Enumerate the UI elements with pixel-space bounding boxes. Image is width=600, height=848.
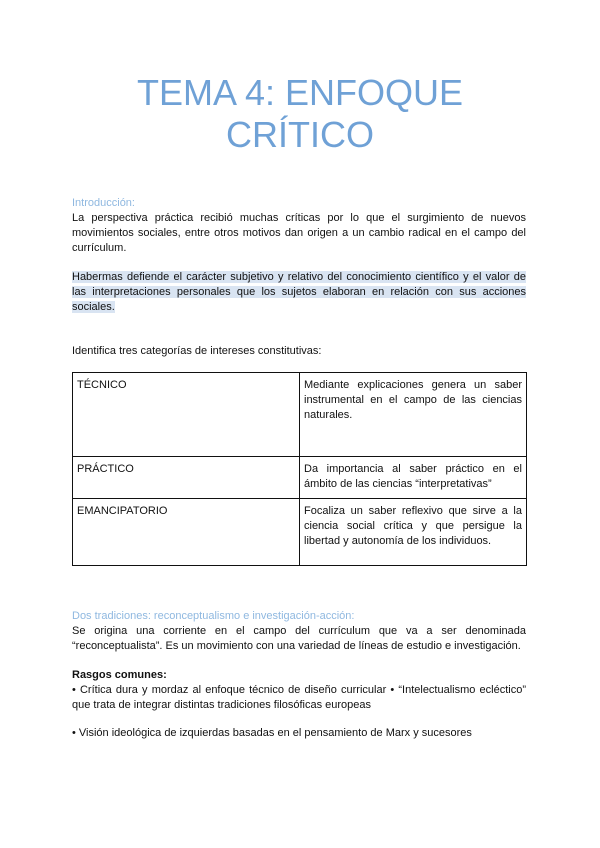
features-bullet-2: • Visión ideológica de izquierdas basadas en el pensamiento de Marx y sucesores bbox=[72, 727, 472, 739]
page-title bbox=[0, 72, 600, 156]
features-bullet-1: • Crítica dura y mordaz al enfoque técnico de diseño curricular • “Intelectualismo ecléctico” que trata de integrar distintas tradiciones filosóficas europeas bbox=[72, 684, 526, 711]
features-heading: Rasgos comunes: bbox=[72, 669, 167, 681]
features-section bbox=[72, 668, 526, 713]
description-cell: Focaliza un saber reflexivo que sirve a la ciencia social crítica y que persigue la libertad y autonomía de los individuos. bbox=[300, 499, 527, 566]
intro-paragraph-2-block bbox=[72, 270, 526, 315]
intro-section bbox=[72, 196, 526, 256]
intro-paragraph-1: La perspectiva práctica recibió muchas críticas por lo que el surgimiento de nuevos movimientos sociales, entre otros motivos dan origen a un cambio radical en el campo del currículum. bbox=[72, 212, 526, 254]
page-title-line-1: TEMA 4: ENFOQUE bbox=[136, 72, 464, 113]
traditions-section bbox=[72, 609, 526, 654]
category-cell: EMANCIPATORIO bbox=[73, 499, 300, 566]
category-cell: PRÁCTICO bbox=[73, 457, 300, 499]
table-row bbox=[73, 457, 527, 499]
interests-lead: Identifica tres categorías de intereses constitutivas: bbox=[72, 345, 322, 357]
traditions-paragraph: Se origina una corriente en el campo del currículum que va a ser denominada “reconceptualista”. Es un movimiento con una variedad de líneas de estudio e investigación. bbox=[72, 625, 526, 652]
page-title-line-2: CRÍTICO bbox=[226, 114, 374, 155]
category-cell: TÉCNICO bbox=[73, 373, 300, 457]
table-row bbox=[73, 499, 527, 566]
intro-heading: Introducción: bbox=[72, 197, 135, 209]
table-row bbox=[73, 373, 527, 457]
description-cell: Mediante explicaciones genera un saber instrumental en el campo de las ciencias naturales. bbox=[300, 373, 527, 457]
description-cell: Da importancia al saber práctico en el ámbito de las ciencias “interpretativas” bbox=[300, 457, 527, 499]
intro-paragraph-2: Habermas defiende el carácter subjetivo y relativo del conocimiento científico y el valor de las interpretaciones personales que los sujetos elaboran en relación con sus acciones sociales. bbox=[72, 271, 526, 313]
interests-table bbox=[72, 372, 527, 566]
traditions-heading: Dos tradiciones: reconceptualismo e investigación-acción: bbox=[72, 610, 355, 622]
